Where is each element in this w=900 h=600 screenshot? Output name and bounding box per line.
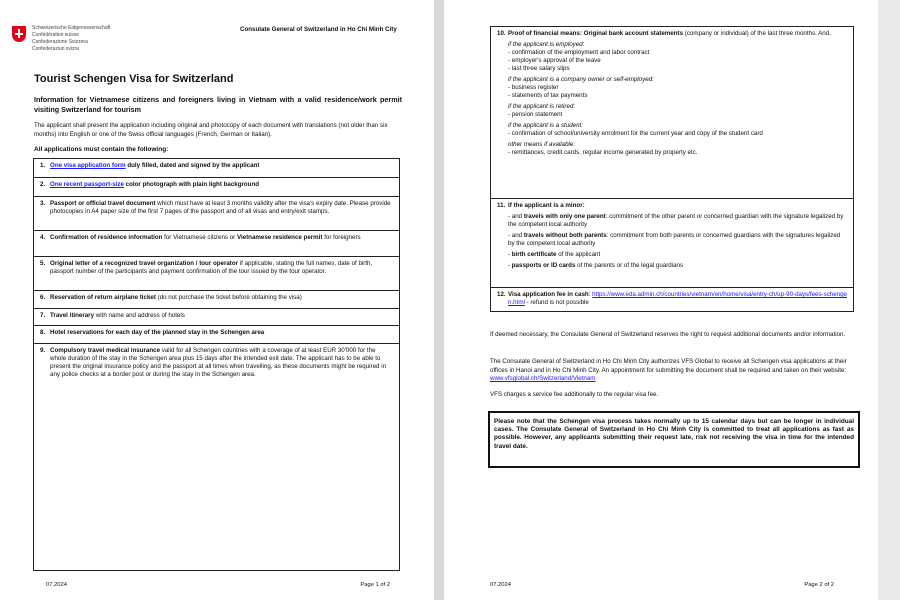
condition-line: - pension statement bbox=[508, 111, 563, 118]
item-text-bold: Passport or official travel document bbox=[50, 200, 156, 207]
service-fee-paragraph: VFS charges a service fee additionally to the regular visa fee. bbox=[490, 391, 659, 398]
item-text: for foreigners bbox=[322, 234, 361, 241]
condition-line: - remittances, credit cards, regular income generated by property etc. bbox=[508, 149, 698, 156]
item-text: for Vietnamese citizens or bbox=[162, 234, 237, 241]
condition-line: - last three salary slips bbox=[508, 65, 570, 72]
item-text-bold: Original letter of a recognized travel organization / tour operator bbox=[50, 260, 239, 267]
item-number: 6. bbox=[40, 294, 46, 301]
condition-label: if the applicant is employed: bbox=[508, 41, 585, 48]
item-text: which must have at least 3 months validity after the visa's expiry date. Please provide photocopies in A4 paper size of the first 7 pages of the passport and of all visas and entry/exit stamps. bbox=[50, 200, 391, 215]
item-text-bold: duly filled, dated and signed by the applicant bbox=[125, 162, 260, 169]
requirement-row-7 bbox=[34, 309, 399, 326]
condition-line: - statements of tax payments bbox=[508, 92, 588, 99]
page-gutter bbox=[434, 0, 444, 600]
item-text: : commitment from both parents or concerned guardians with the signatures legalized by the competent local authority bbox=[508, 232, 841, 247]
bullet-prefix: - bbox=[508, 251, 512, 258]
condition-label: other means if available: bbox=[508, 141, 576, 148]
item-text-bold: Reservation of return airplane ticket bbox=[50, 294, 156, 301]
item-text-bold: passports or ID cards bbox=[511, 262, 576, 269]
item-text-bold: Proof of financial means: Original bank account statements bbox=[508, 30, 684, 37]
condition-line: - employer's approval of the leave bbox=[508, 57, 601, 64]
item-number: 5. bbox=[40, 260, 46, 267]
additional-documents-paragraph: If deemed necessary, the Consulate General of Switzerland reserves the right to request additional documents and/or information. bbox=[490, 331, 846, 338]
item-text-bold: Visa application fee in cash bbox=[508, 291, 589, 298]
item-number: 7. bbox=[40, 312, 46, 319]
item-text: with name and address of hotels bbox=[94, 312, 185, 319]
document-page-1 bbox=[0, 0, 434, 600]
item-text-bold: color photograph with plain light background bbox=[123, 181, 260, 188]
page-subtitle: Information for Vietnamese citizens and foreigners living in Vietnam with a valid residence/work permit visiting Switzerland for tourism bbox=[34, 95, 402, 114]
item-number: 12. bbox=[497, 291, 506, 298]
swiss-flag-icon bbox=[12, 26, 26, 42]
vfs-website-link[interactable]: www.vfsglobal.ch/Switzerland/Vietnam bbox=[490, 375, 596, 382]
condition-label: if the applicant is a company owner or self-employed: bbox=[508, 76, 654, 83]
item-text: of the applicant bbox=[556, 251, 601, 258]
bullet-prefix: - and bbox=[508, 213, 524, 220]
colon: : bbox=[588, 291, 593, 298]
requirement-row-9 bbox=[34, 344, 399, 570]
item-number: 10. bbox=[497, 30, 506, 37]
requirement-row-6 bbox=[34, 291, 399, 309]
condition-line: - confirmation of the employment and labor contract bbox=[508, 49, 650, 56]
page-title: Tourist Schengen Visa for Switzerland bbox=[34, 73, 234, 85]
requirement-row-2 bbox=[34, 178, 399, 197]
item-text: : commitment of the other parent or concerned guardian with the signature legalized by the competent local authority bbox=[508, 213, 844, 228]
document-page-2 bbox=[444, 0, 878, 600]
requirements-heading: All applications must contain the following: bbox=[34, 146, 169, 153]
requirements-table-continued bbox=[490, 26, 854, 312]
condition-label: if the applicant is retired: bbox=[508, 103, 576, 110]
item-number: 4. bbox=[40, 234, 46, 241]
item-text: if applicable, stating the full names, date of birth, passport number of the participants and payment confirmation of the tour issued by the tour operator. bbox=[50, 260, 373, 275]
footer-date: 07.2024 bbox=[490, 582, 511, 588]
item-number: 11. bbox=[497, 202, 506, 209]
requirement-row-11 bbox=[491, 199, 853, 288]
admin-line: Confédération suisse bbox=[32, 32, 79, 38]
item-number: 9. bbox=[40, 347, 46, 354]
visa-application-form-link[interactable]: One visa application form bbox=[50, 162, 126, 169]
item-text: valid for all Schengen countries with a coverage of at least EUR 30'000 for the whole duration of the stay in the Schengen area plus 15 days after the intended exit date. The applicant has to be able to present the original insurance policy and the passport at all times when travelling, as these documents might be required in any police checks at a border post or during the stay in the Schengen area. bbox=[50, 347, 387, 378]
item-text: - refund is not possible bbox=[524, 299, 589, 306]
item-text-bold: Confirmation of residence information bbox=[50, 234, 163, 241]
condition-label: if the applicant is a student: bbox=[508, 122, 583, 129]
item-number: 3. bbox=[40, 200, 46, 207]
requirement-row-4 bbox=[34, 231, 399, 257]
item-text-bold: travels without both parents bbox=[523, 232, 607, 239]
footer-page-number: Page 1 of 2 bbox=[360, 582, 390, 588]
requirement-row-10 bbox=[491, 27, 853, 199]
requirement-row-12 bbox=[491, 288, 853, 311]
item-text: (do not purchase the ticket before obtaining the visa) bbox=[155, 294, 302, 301]
vfs-text: The Consulate General of Switzerland in Ho Chi Minh City authorizes VFS Global to receive all Schengen visa applications at their offices in Hanoi and in Ho Chi Minh City. An appointment for submitting the document shall be required and taken on their website: bbox=[490, 358, 847, 374]
item-text-bold: birth certificate bbox=[511, 251, 557, 258]
requirement-row-8 bbox=[34, 326, 399, 344]
visa-fee-link[interactable]: https://www.eda.admin.ch/countries/vietnam/en/home/visa/entry-ch/up-90-days/fees-schengen.html bbox=[508, 291, 848, 306]
consulate-header: Consulate General of Switzerland in Ho Chi Minh City bbox=[240, 26, 397, 33]
condition-line: - business register bbox=[508, 84, 559, 91]
bullet-prefix: - and bbox=[508, 232, 524, 239]
item-number: 8. bbox=[40, 329, 46, 336]
processing-time-note: Please note that the Schengen visa process takes normally up to 15 calendar days but can be longer in individual cases. The Consulate General of Switzerland in Ho Chi Minh City is committed to treat all applications as fast as possible. However, any applicants submitting their request late, risk not receiving the visa in time for the intended travel date. bbox=[488, 411, 860, 468]
item-number: 1. bbox=[40, 162, 46, 169]
item-number: 2. bbox=[40, 181, 46, 188]
item-text-bold: Travel itinerary bbox=[50, 312, 95, 319]
requirements-table bbox=[33, 158, 400, 571]
condition-line: - confirmation of school/university enrolment for the current year and copy of the student card bbox=[508, 130, 763, 137]
item-text-bold: Hotel reservations for each day of the planned stay in the Schengen area bbox=[50, 329, 265, 336]
footer-page-number: Page 2 of 2 bbox=[804, 582, 834, 588]
passport-photo-link[interactable]: One recent passport-size bbox=[50, 181, 124, 188]
admin-line: Confederaziun svizra bbox=[32, 46, 79, 52]
admin-line: Schweizerische Eidgenossenschaft bbox=[32, 25, 111, 31]
admin-line: Confederazione Svizzera bbox=[32, 39, 88, 45]
item-text-bold: Compulsory travel medical insurance bbox=[50, 347, 161, 354]
federal-administration-names bbox=[32, 25, 110, 53]
bullet-prefix: - bbox=[508, 262, 512, 269]
requirement-row-5 bbox=[34, 257, 399, 291]
item-text: of the parents or of the legal guardians bbox=[575, 262, 684, 269]
requirement-row-3 bbox=[34, 197, 399, 231]
requirement-row-1 bbox=[34, 159, 399, 178]
vfs-paragraph bbox=[490, 358, 858, 384]
item-text-bold: travels with only one parent bbox=[523, 213, 606, 220]
item-text-bold: Vietnamese residence permit bbox=[236, 234, 323, 241]
item-text: (company or individual) of the last three months. And, bbox=[683, 30, 831, 37]
footer-date: 07.2024 bbox=[46, 582, 67, 588]
intro-text: The applicant shall present the application including original and photocopy of each document with translations (not older than six months) into English or one of the Swiss official languages (French, German or Italian). bbox=[34, 122, 388, 138]
item-text-bold: If the applicant is a minor: bbox=[508, 202, 585, 209]
